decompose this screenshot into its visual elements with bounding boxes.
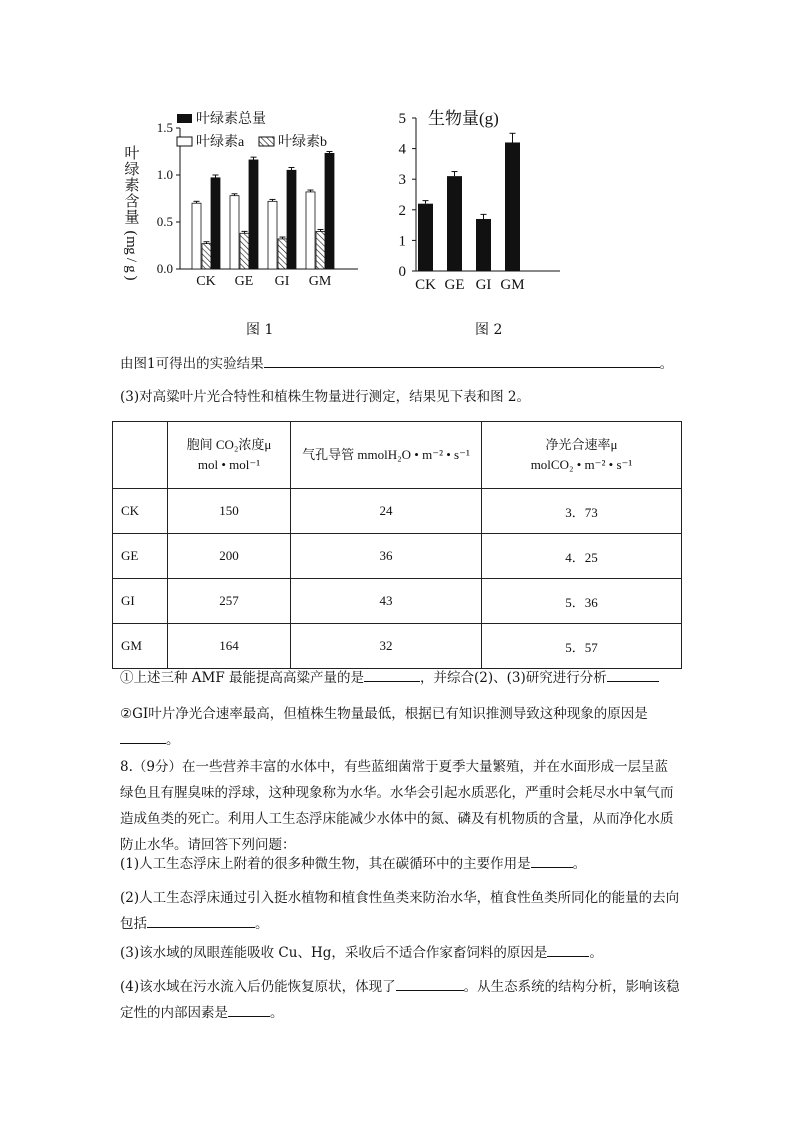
- figure1-bar: [268, 201, 277, 269]
- figure1-bar: [249, 160, 258, 269]
- question-8-1: (1)人工生态浮床上附着的很多种微生物，其在碳循环中的主要作用是 。: [120, 851, 680, 877]
- figure1-bar: [287, 170, 296, 269]
- figure1-ylabel-char: 素: [124, 178, 140, 194]
- legend-b: 叶绿素b: [278, 135, 327, 150]
- figure2-y-tick-label: 0: [398, 264, 406, 280]
- figure1-bar: [211, 178, 220, 269]
- figure1-bar: [202, 244, 211, 269]
- figure1-y-tick-label: 1.5: [156, 120, 173, 135]
- figure2-chart: [370, 100, 580, 300]
- figure2-ylabel: 生物量(g): [428, 109, 499, 128]
- legend-total: 叶绿素总量: [196, 112, 266, 127]
- legend-swatch-b: [259, 137, 274, 146]
- figure1-x-tick-label: GI: [274, 274, 290, 289]
- figure1-ylabel-char: ): [123, 275, 139, 281]
- answer-blank-8-3[interactable]: [547, 942, 589, 957]
- answer-blank-8-1[interactable]: [531, 853, 573, 868]
- figure1-ylabel-char: /: [123, 257, 139, 263]
- figure2-bar: [418, 204, 433, 271]
- table-header-row: [113, 422, 682, 489]
- figure2-bar: [476, 219, 491, 271]
- answer-blank-3-1a[interactable]: [364, 667, 420, 682]
- figure1-bar: [316, 231, 325, 269]
- legend-swatch-a: [177, 137, 192, 146]
- figure2-y-tick-label: 3: [398, 172, 406, 189]
- figure2-y-tick-label: 1: [398, 233, 406, 250]
- figure1-bar: [325, 153, 334, 269]
- question-8-3: (3)该水域的凤眼莲能吸收 Cu、Hg，采收后不适合作家畜饲料的原因是 。: [120, 940, 680, 966]
- answer-blank-8-4b[interactable]: [228, 1002, 270, 1017]
- figure1-ylabel: [123, 145, 140, 281]
- answer-blank-8-2[interactable]: [147, 913, 255, 928]
- figure2-bar: [447, 176, 462, 271]
- table-row: GM 164 32 5．57: [113, 624, 682, 669]
- figure2-y-tick-label: 2: [398, 202, 406, 219]
- legend-a: 叶绿素a: [196, 135, 245, 150]
- answer-blank-8-4a[interactable]: [396, 976, 464, 991]
- figure1-y-tick-label: 0.5: [156, 214, 173, 229]
- figure2-x-tick-label: CK: [415, 277, 436, 293]
- question-figure1-result: 由图1可得出的实验结果 。: [120, 351, 690, 377]
- answer-blank-3-1b[interactable]: [607, 667, 659, 682]
- figure1-y-tick-label: 1.0: [156, 167, 173, 182]
- figure2-x-tick-label: GM: [500, 277, 525, 293]
- figure1-ylabel-char: 量: [124, 210, 140, 226]
- legend-swatch-total: [177, 114, 192, 123]
- figure1-ylabel-char: m: [123, 236, 139, 248]
- figure2-x-tick-label: GI: [475, 277, 492, 293]
- question-8-2: (2)人工生态浮床通过引入挺水植物和植食性鱼类来防治水华，植食性鱼类所同化的能量的去向包括 。: [120, 890, 680, 932]
- figure1-bar: [240, 233, 249, 269]
- table-row: GI 257 43 5．36: [113, 579, 682, 624]
- figure1-bar: [306, 192, 315, 269]
- figure1-y-tick-label: 0.0: [156, 261, 173, 276]
- figure1-ylabel-char: 含: [124, 194, 140, 210]
- figure1-ylabel-char: 绿: [124, 162, 140, 178]
- figure1-x-tick-label: GM: [308, 274, 332, 289]
- question-3-1: ①上述三种 AMF 最能提高高粱产量的是 ，并综合(2)、(3)研究进行分析: [120, 665, 690, 691]
- figure1-chart: [110, 100, 370, 300]
- header-stomatal: 气孔导管 mmolH₂O • m⁻² • s⁻¹: [291, 422, 482, 489]
- table-row: GE 200 36 4．25: [113, 534, 682, 579]
- figure2-y-tick-label: 4: [398, 141, 406, 158]
- table-row: CK 150 24 3．73: [113, 489, 682, 534]
- figure1-bar: [192, 203, 201, 269]
- figure2-caption: 图 2: [475, 322, 503, 338]
- figure1-x-tick-label: CK: [196, 274, 216, 289]
- figure1-bar: [278, 239, 287, 269]
- figure2-y-tick-label: 5: [398, 111, 406, 127]
- question-8-4: (4)该水域在污水流入后仍能恢复原状，体现了 。从生态系统的结构分析，影响该稳定性的内部因素是 。: [120, 974, 680, 1026]
- photosynthesis-table: [112, 421, 682, 669]
- figure1-caption: 图 1: [246, 322, 274, 338]
- answer-blank-3-2[interactable]: [120, 729, 166, 744]
- header-co2: 胞间 CO₂浓度μ mol • mol⁻¹: [168, 422, 291, 489]
- question-8-intro: 8.（9分）在一些营养丰富的水体中，有些蓝细菌常于夏季大量繁殖，并在水面形成一层呈蓝绿色且有腥臭味的浮球，这种现象称为水华。水华会引起水质恶化，严重时会耗尽水中氧气而造成鱼类的死亡。利用人工生态浮床能减少水体中的氮、磷及有机物质的含量，从而净化水质防止水华。请回答下列问题：: [120, 759, 674, 853]
- figure1-ylabel-char: 叶: [124, 146, 140, 162]
- figure1-bar: [230, 196, 239, 269]
- question-3-2: ②GI叶片净光合速率最高，但植株生物量最低，根据已有知识推测导致这种现象的原因是。: [120, 706, 648, 748]
- figure1-ylabel-char: g: [123, 247, 139, 255]
- figure1-x-tick-label: GE: [234, 274, 254, 289]
- question-3-intro: (3)对高粱叶片光合特性和植株生物量进行测定，结果见下表和图 2。: [120, 389, 531, 405]
- figure1-ylabel-char: g: [123, 265, 139, 273]
- figure1-ylabel-char: (: [123, 230, 139, 236]
- figure2-x-tick-label: GE: [444, 277, 465, 293]
- answer-blank-fig1[interactable]: [264, 353, 660, 368]
- figure2-bar: [505, 142, 520, 271]
- header-net-rate: 净光合速率μ molCO₂ • m⁻² • s⁻¹: [482, 422, 682, 489]
